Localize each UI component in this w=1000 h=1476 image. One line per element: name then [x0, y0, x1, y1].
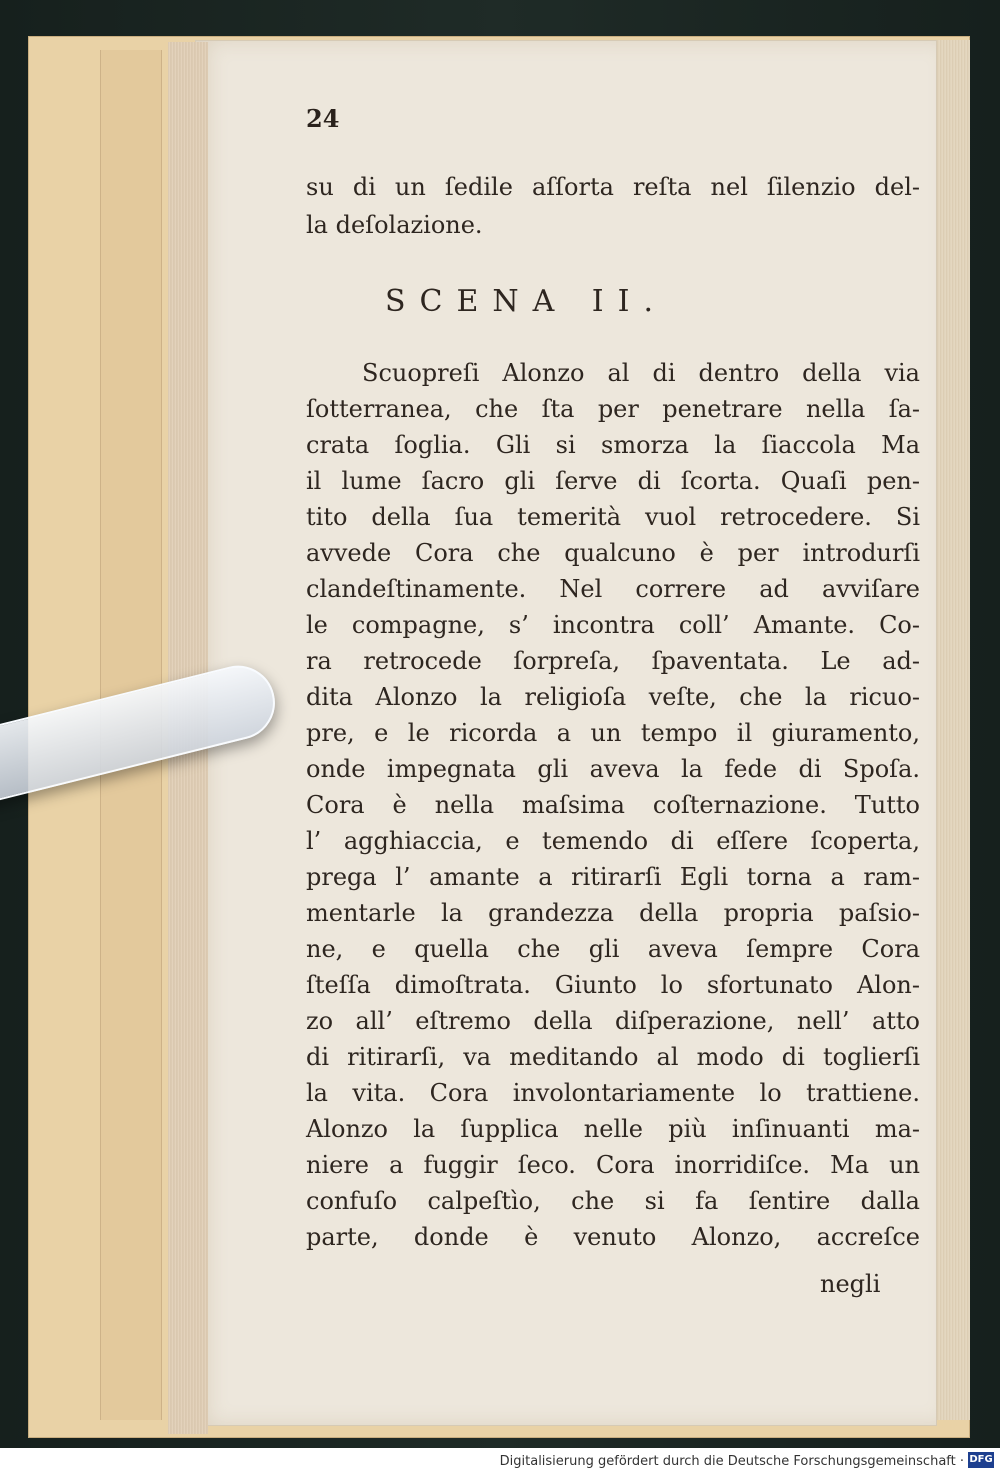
body-line: tito della ſua temerità vuol retrocedere. Si	[306, 503, 920, 531]
body-line: il lume ſacro gli ſerve di ſcorta. Quaſi pen-	[306, 467, 920, 495]
dfg-logo-icon: DFG	[968, 1452, 994, 1468]
body-line: dita Alonzo la religioſa veſte, che la ricuo-	[306, 683, 920, 711]
page-number: 24	[306, 104, 340, 133]
continuation-line: la deſolazione.	[306, 211, 483, 239]
body-line: Alonzo la ſupplica nelle più inſinuanti ma-	[306, 1115, 920, 1143]
body-line: ra retrocede ſorpreſa, ſpaventata. Le ad-	[306, 647, 920, 675]
body-line: pre, e le ricorda a un tempo il giuramento,	[306, 719, 920, 747]
body-line: niere a fuggir ſeco. Cora inorridiſce. Ma un	[306, 1151, 920, 1179]
body-line: crata ſoglia. Gli si smorza la ſiaccola Ma	[306, 431, 920, 459]
body-line: prega l’ amante a ritirarſi Egli torna a ram-	[306, 863, 920, 891]
body-line: l’ agghiaccia, e temendo di eſſere ſcoperta,	[306, 827, 920, 855]
body-line: parte, donde è venuto Alonzo, accreſce	[306, 1223, 920, 1251]
body-line: zo all’ eſtremo della diſperazione, nell’ atto	[306, 1007, 920, 1035]
body-line: ne, e quella che gli aveva ſempre Cora	[306, 935, 920, 963]
digitization-credit: Digitalisierung gefördert durch die Deutsche Forschungsgemeinschaft ·	[499, 1454, 964, 1469]
scene-title: SCENA II.	[384, 284, 668, 319]
continuation-line: su di un ſedile aſſorta reſta nel ſilenzio del-	[306, 173, 920, 201]
body-line: Cora è nella maſsima coſternazione. Tutto	[306, 791, 920, 819]
body-line: clandeſtinamente. Nel correre ad avviſare	[306, 575, 920, 603]
body-line: ſteſſa dimoſtrata. Giunto lo sfortunato Alon-	[306, 971, 920, 999]
catchword: negli	[820, 1270, 881, 1298]
body-line: di ritirarſi, va meditando al modo di toglierſi	[306, 1043, 920, 1071]
body-line: mentarle la grandezza della propria paſsio-	[306, 899, 920, 927]
body-line: la vita. Cora involontariamente lo trattiene.	[306, 1079, 920, 1107]
body-line: Scuopreſi Alonzo al di dentro della via	[362, 359, 920, 387]
body-line: le compagne, s’ incontra coll’ Amante. Co-	[306, 611, 920, 639]
body-line: confuſo calpeſtìo, che si fa ſentire dalla	[306, 1187, 920, 1215]
body-line: onde impegnata gli aveva la fede di Spoſa.	[306, 755, 920, 783]
body-line: ſotterranea, che ſta per penetrare nella ſa-	[306, 395, 920, 423]
body-line: avvede Cora che qualcuno è per introdurſi	[306, 539, 920, 567]
